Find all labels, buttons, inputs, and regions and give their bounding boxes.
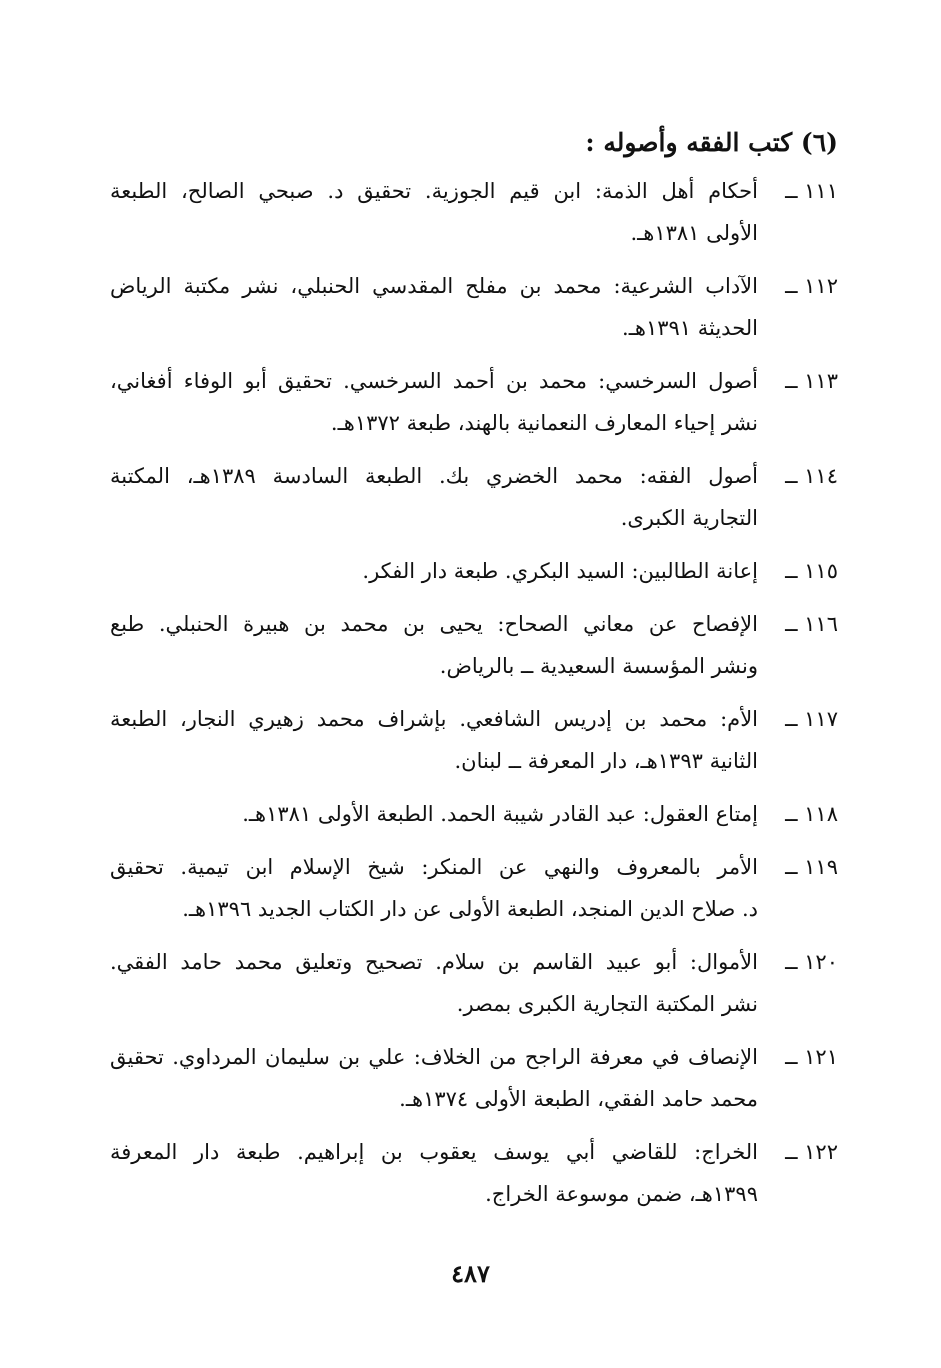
entry-number: ١٢٠ ــ <box>785 950 838 974</box>
bibliography-entry <box>110 846 838 930</box>
entry-line: د. صلاح الدين المنجد، الطبعة الأولى عن دار الكتاب الجديد ١٣٩٦هـ. <box>182 897 758 921</box>
entry-line: الثانية ١٣٩٣هـ، دار المعرفة ــ لبنان. <box>454 749 758 773</box>
entry-text <box>110 698 758 782</box>
entry-line: الأموال: أبو عبيد القاسم بن سلام. تصحيح وتعليق محمد حامد الفقي. <box>110 950 758 974</box>
entry-text <box>110 550 758 592</box>
entry-line: الإنصاف في معرفة الراجح من الخلاف: علي بن سليمان المرداوي. تحقيق <box>110 1045 758 1069</box>
entry-number: ١١٢ ــ <box>785 274 838 298</box>
entry-number: ١١٤ ــ <box>785 464 838 488</box>
entry-number: ١١٨ ــ <box>785 802 838 826</box>
entry-line: الإفصاح عن معاني الصحاح: يحيى بن محمد بن هبيرة الحنبلي. طبع <box>110 612 758 636</box>
entry-number: ١١٧ ــ <box>785 707 838 731</box>
entry-text <box>110 941 758 1025</box>
entry-line: أصول الفقه: محمد الخضري بك. الطبعة السادسة ١٣٨٩هـ، المكتبة <box>110 464 758 488</box>
entry-text <box>110 455 758 539</box>
entry-line: إعانة الطالبين: السيد البكري. طبعة دار الفكر. <box>362 559 758 583</box>
entry-text <box>110 603 758 687</box>
bibliography-entry <box>110 1131 838 1215</box>
entry-text <box>110 1131 758 1215</box>
page-body <box>110 120 838 1226</box>
entry-text <box>110 170 758 254</box>
entry-line: أحكام أهل الذمة: ابن قيم الجوزية. تحقيق د. صبحي الصالح، الطبعة <box>110 179 758 203</box>
entry-line: نشر إحياء المعارف النعمانية بالهند، طبعة ١٣٧٢هـ. <box>330 411 758 435</box>
entry-line: محمد حامد الفقي، الطبعة الأولى ١٣٧٤هـ. <box>399 1087 758 1111</box>
entry-text <box>110 793 758 835</box>
entry-number: ١٢٢ ــ <box>785 1140 838 1164</box>
bibliography-entry <box>110 455 838 539</box>
entry-line: إمتاع العقول: عبد القادر شيبة الحمد. الطبعة الأولى ١٣٨١هـ. <box>242 802 758 826</box>
entry-number: ١٢١ ــ <box>785 1045 838 1069</box>
entry-line: الحديثة ١٣٩١هـ. <box>622 316 758 340</box>
entry-number: ١١٩ ــ <box>785 855 838 879</box>
entry-number: ١١٦ ــ <box>785 612 838 636</box>
entry-line: التجارية الكبرى. <box>620 506 758 530</box>
entry-number: ١١٥ ــ <box>785 559 838 583</box>
entry-text <box>110 265 758 349</box>
entry-line: الأولى ١٣٨١هـ. <box>630 221 758 245</box>
entry-line: الآداب الشرعية: محمد بن مفلح المقدسي الحنبلي، نشر مكتبة الرياض <box>110 274 758 298</box>
bibliography-entry <box>110 170 838 254</box>
entry-text <box>110 1036 758 1120</box>
section-heading: (٦) كتب الفقه وأصوله : <box>585 128 838 157</box>
entry-number: ١١٣ ــ <box>785 369 838 393</box>
entry-line: الأم: محمد بن إدريس الشافعي. بإشراف محمد زهيري النجار، الطبعة <box>110 707 758 731</box>
entry-line: نشر المكتبة التجارية الكبرى بمصر. <box>456 992 758 1016</box>
bibliography-entry <box>110 941 838 1025</box>
bibliography-entry <box>110 603 838 687</box>
entry-line: ١٣٩٩هـ، ضمن موسوعة الخراج. <box>485 1182 758 1206</box>
bibliography-entry <box>110 698 838 782</box>
bibliography-entry <box>110 265 838 349</box>
bibliography-entry <box>110 550 838 592</box>
bibliography-entry <box>110 360 838 444</box>
bibliography-entry <box>110 793 838 835</box>
entry-number: ١١١ ــ <box>785 179 838 203</box>
entry-line: الخراج: للقاضي أبي يوسف يعقوب بن إبراهيم. طبعة دار المعرفة <box>110 1140 758 1164</box>
entry-line: ونشر المؤسسة السعيدية ــ بالرياض. <box>439 654 758 678</box>
entry-line: الأمر بالمعروف والنهي عن المنكر: شيخ الإسلام ابن تيمية. تحقيق <box>110 855 758 879</box>
page-number: ٤٨٧ <box>451 1259 490 1288</box>
entry-line: أصول السرخسي: محمد بن أحمد السرخسي. تحقيق أبو الوفاء أفغاني، <box>110 369 758 393</box>
entry-text <box>110 360 758 444</box>
bibliography-entry <box>110 1036 838 1120</box>
entry-text <box>110 846 758 930</box>
